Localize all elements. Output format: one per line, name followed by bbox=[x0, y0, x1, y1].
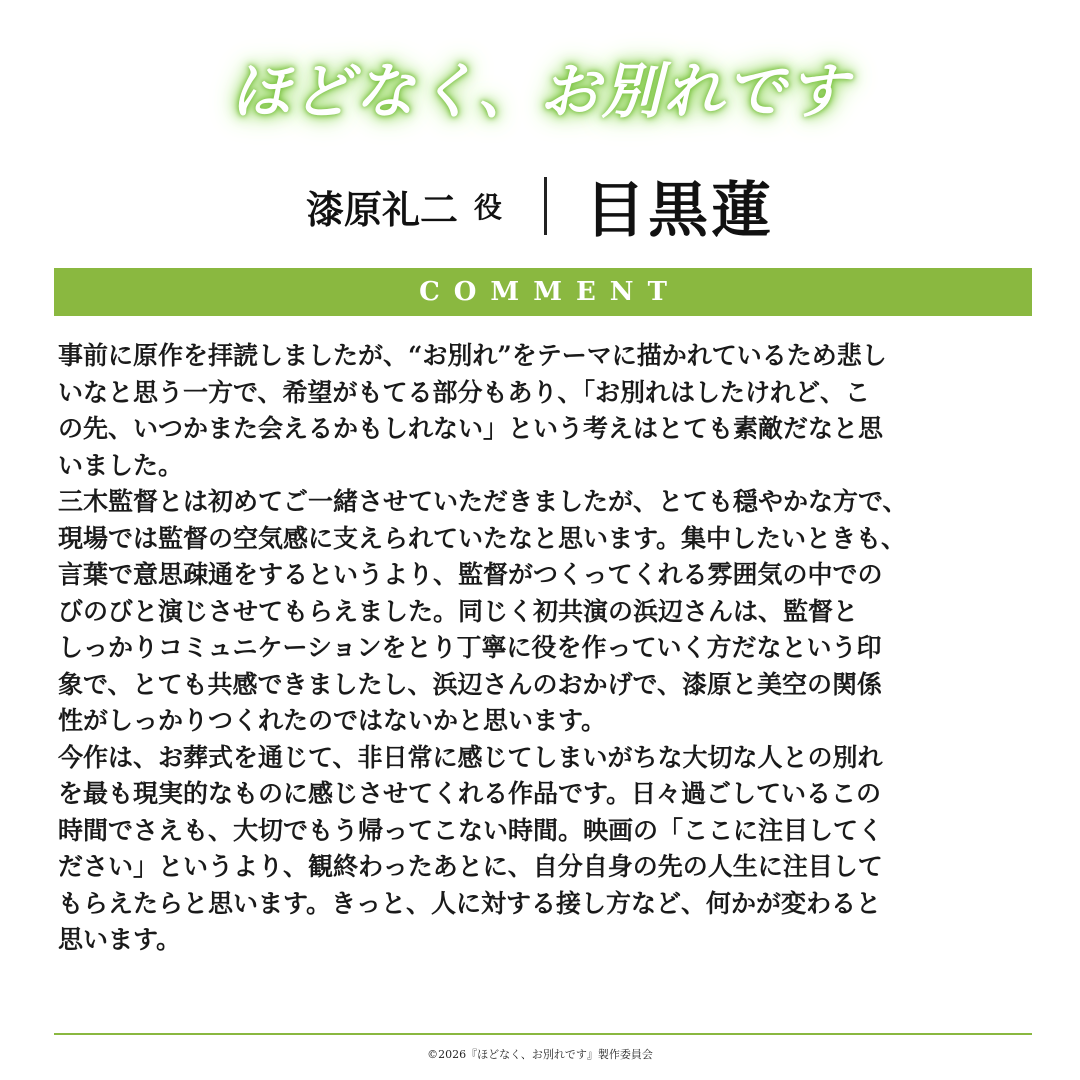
comment-line: 三木監督とは初めてご一緒させていただきましたが、とても穏やかな方で、 bbox=[58, 487, 908, 516]
movie-title: ほどなく、お別れです bbox=[230, 57, 850, 127]
comment-line: 今作は、お葬式を通じて、非日常に感じてしまいがちな大切な人との別れ bbox=[58, 742, 883, 772]
role-name: 漆原礼二 bbox=[305, 186, 458, 232]
comment-line: 現場では監督の空気感に支えられていたなと思います。集中したいときも、 bbox=[58, 523, 907, 553]
comment-line: 象で、とても共感できましたし、浜辺さんのおかげで、漆原と美空の関係 bbox=[58, 669, 883, 699]
comment-line: 言葉で意思疎通をするというより、監督がつくってくれる雰囲気の中での bbox=[58, 560, 883, 589]
footer-divider bbox=[54, 1033, 1032, 1035]
comment-line: びのびと演じさせてもらえました。同じく初共演の浜辺さんは、監督と bbox=[58, 596, 859, 626]
comment-line: 時間でさえも、大切でもう帰ってこない時間。映画の「ここに注目してく bbox=[58, 815, 884, 845]
actor-name: 目黒蓮 bbox=[585, 176, 775, 246]
comment-body bbox=[58, 338, 1030, 959]
cast-credit bbox=[0, 168, 1080, 244]
comment-line: いなと思う一方で、希望がもてる部分もあり、「お別れはしたけれど、こ bbox=[58, 377, 871, 407]
comment-line: の先、いつかまた会えるかもしれない」という考えはとても素敵だなと思 bbox=[58, 414, 884, 443]
role-suffix: 役 bbox=[474, 191, 503, 224]
comment-header-bar bbox=[54, 268, 1032, 316]
comment-line: ださい」というより、観終わったあとに、自分自身の先の人生に注目して bbox=[58, 852, 883, 881]
comment-line: もらえたらと思います。きっと、人に対する接し方など、何かが変わると bbox=[58, 888, 882, 918]
copyright-notice: ©2026『ほどなく、お別れです』製作委員会 bbox=[427, 1048, 653, 1061]
comment-line: 事前に原作を拝読しましたが、“お別れ”をテーマに描かれているため悲し bbox=[58, 341, 887, 370]
comment-line: いました。 bbox=[58, 450, 184, 480]
credit-divider bbox=[544, 177, 547, 235]
comment-line: 思います。 bbox=[58, 925, 182, 954]
comment-label: COMMENT bbox=[419, 277, 681, 307]
comment-line: しっかりコミュニケーションをとり丁寧に役を作っていく方だなという印 bbox=[58, 633, 882, 662]
comment-line: を最も現実的なものに感じさせてくれる作品です。日々過ごしているこの bbox=[58, 779, 882, 808]
comment-line: 性がしっかりつくれたのではないかと思います。 bbox=[58, 706, 607, 735]
